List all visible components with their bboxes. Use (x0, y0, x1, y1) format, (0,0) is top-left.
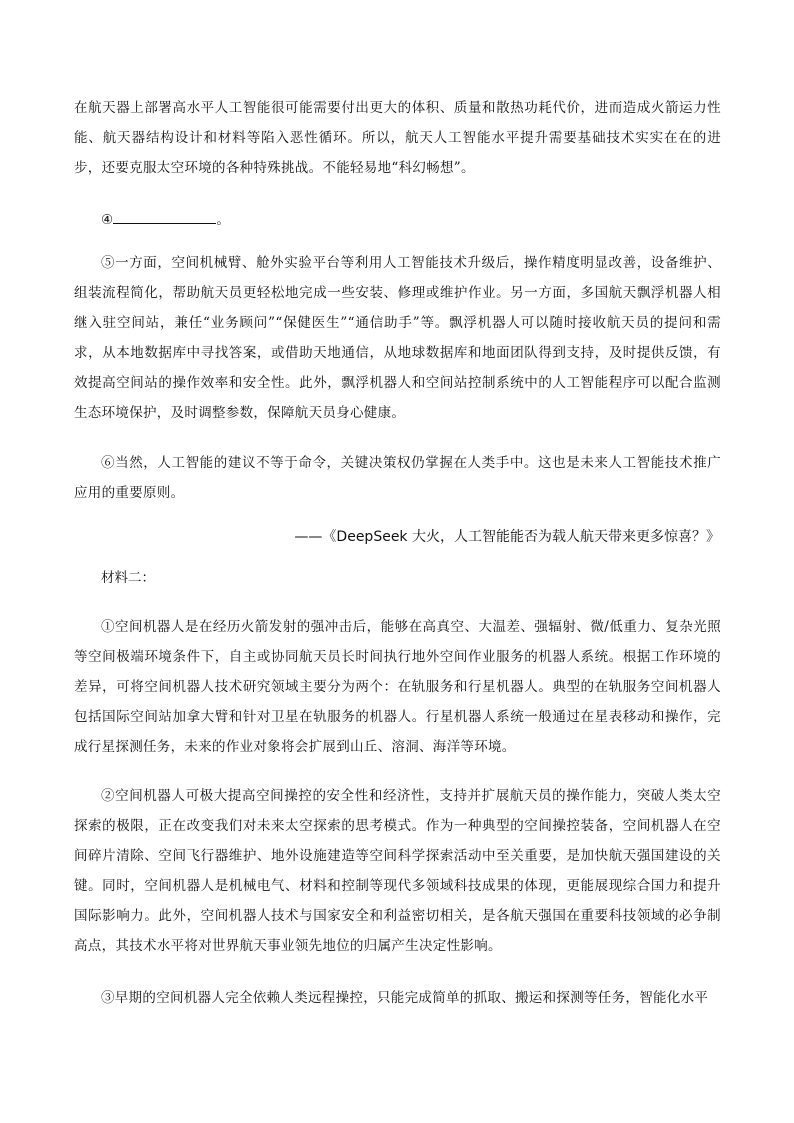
material-2-paragraph-2: ②空间机器人可极大提高空间操控的安全性和经济性，支持并扩展航天员的操作能力，突破人类太空探索的极限，正在改变我们对未来太空探索的思考模式。作为一种典型的空间操控装备，空间机器人在空间碎片清除、空间飞行器维护、地外设施建造等空间科学探索活动中至关重要，是加快航天强国建设的关键。同时，空间机器人是机械电气、材料和控制等现代多领域科技成果的体现，更能展现综合国力和提升国际影响力。此外，空间机器人技术与国家安全和利益密切相关，是各航天强国在重要科技领域的必争制高点，其技术水平将对世界航天事业领先地位的归属产生决定性影响。 (74, 788, 721, 954)
intro-paragraph: 在航天器上部署高水平人工智能很可能需要付出更大的体积、质量和散热功耗代价，进而造成火箭运力性能、航天器结构设计和材料等陷入恶性循环。所以，航天人工智能水平提升需要基础技术实实在在的进步，还要克服太空环境的各种特殊挑战。不能轻易地“科幻畅想”。 (74, 100, 721, 176)
material-2-paragraph-1: ①空间机器人是在经历火箭发射的强冲击后，能够在高真空、大温差、强辐射、微/低重力、复杂光照等空间极端环境条件下，自主或协同航天员长时间执行地外空间作业服务的机器人系统。根据工作环境的差异，可将空间机器人技术研究领域主要分为两个：在轨服务和行星机器人。典型的在轨服务空间机器人包括国际空间站加拿大臂和针对卫星在轨服务的机器人。行星机器人系统一般通过在星表移动和操作，完成行星探测任务，未来的作业对象将会扩展到山丘、溶洞、海洋等环境。 (74, 619, 721, 755)
source-citation: ——《DeepSeek 大火，人工智能能否为载人航天带来更多惊喜？》 (294, 529, 720, 545)
material-2-label: 材料二： (101, 570, 155, 586)
answer-blank-line (113, 209, 216, 224)
paragraph-4-end: 。 (216, 212, 231, 228)
material-2-paragraph-3: ③早期的空间机器人完全依赖人类远程操控，只能完成简单的抓取、搬运和探测等任务，智能化水平 (101, 990, 709, 1006)
paragraph-4-marker: ④ (101, 212, 114, 228)
paragraph-6: ⑥当然，人工智能的建议不等于命令，关键决策权仍掌握在人类手中。这也是未来人工智能技术推广应用的重要原则。 (74, 455, 721, 501)
paragraph-4-fill-blank (101, 205, 230, 235)
paragraph-5: ⑤一方面，空间机械臂、舱外实验平台等利用人工智能技术升级后，操作精度明显改善，设备维护、组装流程简化，帮助航天员更轻松地完成一些安装、修理或维护作业。另一方面，多国航天飘浮机器人相继入驻空间站，兼任“业务顾问”“保健医生”“通信助手”等。飘浮机器人可以随时接收航天员的提问和需求，从本地数据库中寻找答案，或借助天地通信，从地球数据库和地面团队得到支持，及时提供反馈，有效提高空间站的操作效率和安全性。此外，飘浮机器人和空间站控制系统中的人工智能程序可以配合监测生态环境保护，及时调整参数，保障航天员身心健康。 (74, 255, 721, 421)
